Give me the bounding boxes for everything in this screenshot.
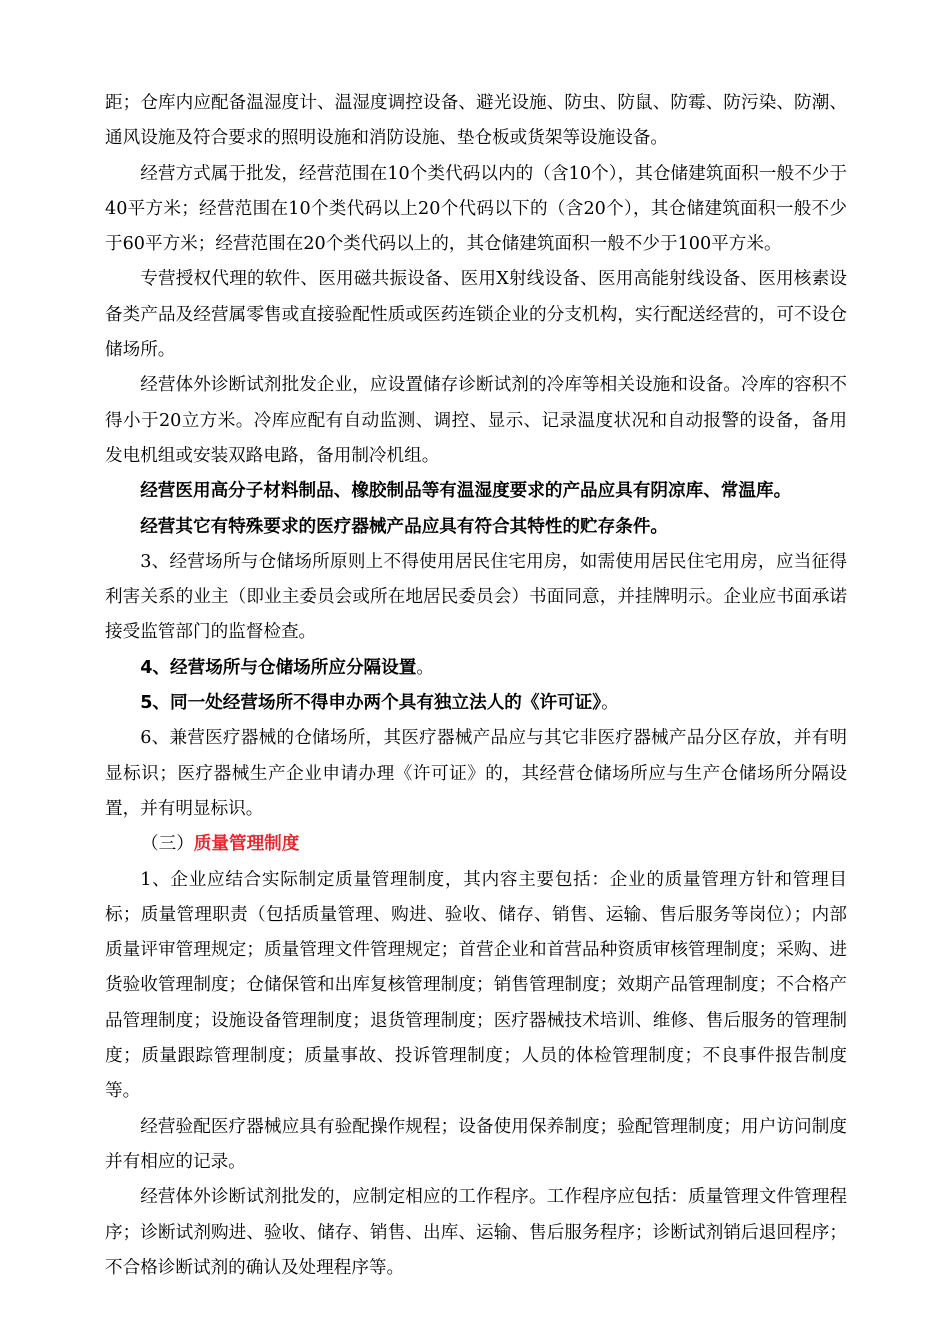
paragraph-cold-storage: 经营体外诊断试剂批发企业，应设置储存诊断试剂的冷库等相关设施和设备。冷库的容积不得小于20立方米。冷库应配有自动监测、调控、显示、记录温度状况和自动报警的设备，备用发电机组或安装双路电路，备用制冷机组。	[105, 375, 847, 466]
paragraph-quality-system: 1、企业应结合实际制定质量管理制度，其内容主要包括：企业的质量管理方针和管理目标；质量管理职责（包括质量管理、购进、验收、储存、销售、运输、售后服务等岗位）；内部质量评审管理规定；质量管理文件管理规定；首营企业和首营品种资质审核管理制度；采购、进货验收管理制度；仓储保管和出库复核管理制度；销售管理制度；效期产品管理制度；不合格产品管理制度；设施设备管理制度；退货管理制度；医疗器械技术培训、维修、售后服务的管理制度；质量跟踪管理制度；质量事故、投诉管理制度；人员的体检管理制度；不良事件报告制度等。	[105, 869, 847, 1102]
section-heading-number: （三）	[141, 834, 194, 855]
paragraph-fitting-procedures: 经营验配医疗器械应具有验配操作规程；设备使用保养制度；验配管理制度；用户访问制度并有相应的记录。	[105, 1116, 847, 1172]
paragraph-bold-temperature-storage: 经营医用高分子材料制品、橡胶制品等有温湿度要求的产品应具有阴凉库、常温库。	[140, 481, 792, 502]
paragraph-diagnostic-procedures: 经营体外诊断试剂批发的，应制定相应的工作程序。工作程序应包括：质量管理文件管理程序；诊断试剂购进、验收、储存、销售、出库、运输、售后服务程序；诊断试剂销后退回程序；不合格诊断试剂的确认及处理程序等。	[105, 1187, 847, 1278]
section-heading-title: 质量管理制度	[193, 834, 300, 855]
paragraph-item-4	[105, 651, 847, 686]
item-5-text: 5、同一处经营场所不得申办两个具有独立法人的《许可证》	[140, 693, 602, 714]
item-4-punct: 。	[416, 657, 434, 678]
paragraph-item-6: 6、兼营医疗器械的仓储场所，其医疗器械产品应与其它非医疗器械产品分区存放，并有明显标识；医疗器械生产企业申请办理《许可证》的，其经营仓储场所应与生产仓储场所分隔设置，并有明显标识。	[105, 728, 847, 819]
item-5-punct: 。	[601, 693, 619, 714]
paragraph-bold-special-storage: 经营其它有特殊要求的医疗器械产品应具有符合其特性的贮存条件。	[140, 516, 669, 537]
paragraph-item-5	[105, 686, 847, 721]
paragraph-storage-facilities: 距；仓库内应配备温湿度计、温湿度调控设备、避光设施、防虫、防鼠、防霉、防污染、防潮、通风设施及符合要求的照明设施和消防设施、垫仓板或货架等设施设备。	[105, 93, 847, 149]
paragraph-item-3: 3、经营场所与仓储场所原则上不得使用居民住宅用房，如需使用居民住宅用房，应当征得利害关系的业主（即业主委员会或所在地居民委员会）书面同意，并挂牌明示。企业应书面承诺接受监管部门的监督检查。	[105, 551, 847, 643]
item-4-text: 4、经营场所与仓储场所应分隔设置	[140, 657, 417, 678]
section-heading	[105, 827, 847, 862]
paragraph-no-storage-exemption: 专营授权代理的软件、医用磁共振设备、医用X射线设备、医用高能射线设备、医用核素设备类产品及经营属零售或直接验配性质或医药连锁企业的分支机构，实行配送经营的，可不设仓储场所。	[105, 269, 847, 361]
paragraph-storage-area: 经营方式属于批发，经营范围在10个类代码以内的（含10个），其仓储建筑面积一般不少于40平方米；经营范围在10个类代码以上20个代码以下的（含20个），其仓储建筑面积一般不少于60平方米；经营范围在20个类代码以上的，其仓储建筑面积一般不少于100平方米。	[105, 163, 847, 255]
document-page	[105, 86, 847, 1286]
